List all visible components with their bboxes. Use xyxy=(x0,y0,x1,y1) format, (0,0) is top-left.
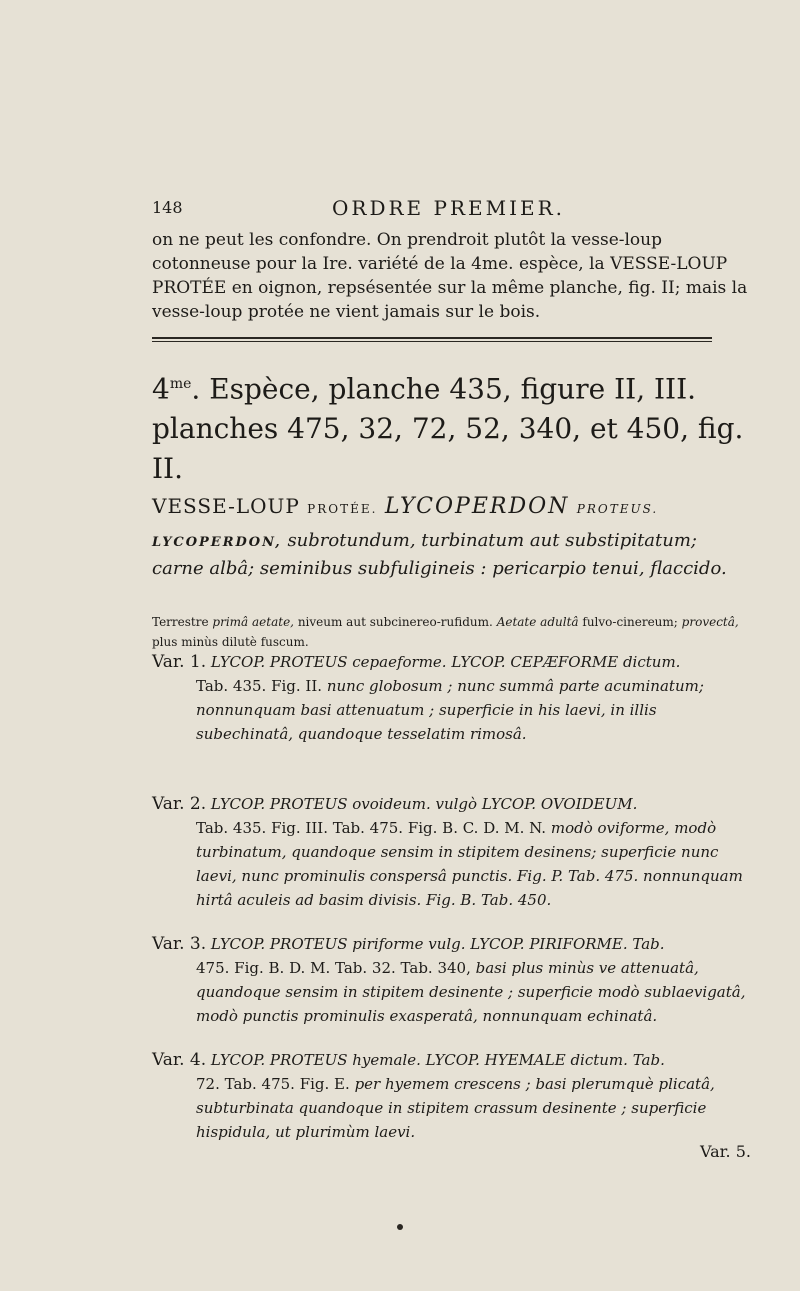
desc-lead-italic: primâ aetate, xyxy=(212,615,294,629)
variety-ref: Tab. 435. Fig. II. xyxy=(196,677,323,695)
variety-entry xyxy=(152,792,752,912)
latin-diagnosis xyxy=(152,528,752,582)
french-epithet: PROTÉE. xyxy=(307,502,378,516)
latin-name: LYCOPERDON xyxy=(384,494,570,519)
intro-paragraph: on ne peut les confondre. On prendroit plutôt la vesse-loup cotonneuse pour la Ire. variété de la 4me. espèce, la VESSE-LOUP PROTÉE en oignon, repsésentée sur la même planche, fig. II; mais la vesse-loup protée ne vient jamais sur le bois. xyxy=(152,230,748,322)
variety-head: LYCOP. PROTEUS hyemale. LYCOP. HYEMALE dictum. Tab. xyxy=(210,1051,665,1069)
variety-ref: 475. Fig. B. D. M. Tab. 32. Tab. 340, xyxy=(196,959,471,977)
variety-label: Var. 1. xyxy=(152,652,207,672)
desc-lead: Terrestre xyxy=(152,615,209,629)
variety-text: basi plus minùs ve attenuatâ, quandoque sensim in stipitem desinente ; superficie modò sublaevigatâ, modò punctis prominulis exasperatâ, nonnunquam echinatâ. xyxy=(196,959,746,1025)
desc-tail-italic: provectâ, xyxy=(681,615,739,629)
section-divider xyxy=(152,337,712,342)
variety-text: modò oviforme, modò turbinatum, quandoque sensim in stipitem desinens; superficie nunc laevi, nunc prominulis conspersâ punctis. Fig. P. Tab. 475. nonnunquam hirtâ aculeis ad basim divisis. Fig. B. Tab. 450. xyxy=(196,819,743,909)
variety-label: Var. 4. xyxy=(152,1050,207,1070)
variety-body xyxy=(152,816,752,912)
variety-text: per hyemem crescens ; basi plerumquè plicatâ, subturbinata quandoque in stipitem crassum desinente ; superficie hispidula, ut plurimùm laevi. xyxy=(196,1075,715,1141)
variety-head: LYCOP. PROTEUS cepaeforme. LYCOP. CEPÆFORME dictum. xyxy=(210,653,681,671)
desc-mid: niveum aut subcinereo-rufidum. xyxy=(297,615,493,629)
species-heading-text: . Espèce, planche 435, figure II, III. planches 475, 32, 72, 52, 340, et 450, fig. II. xyxy=(152,372,744,486)
variety-body xyxy=(152,1072,752,1144)
name-caption xyxy=(152,494,752,519)
latin-epithet: PROTEUS. xyxy=(576,502,659,516)
french-name: VESSE-LOUP xyxy=(152,494,300,518)
species-ordinal: me xyxy=(169,376,192,392)
variety-head: LYCOP. PROTEUS piriforme vulg. LYCOP. PIRIFORME. Tab. xyxy=(210,935,665,953)
desc-mid-italic: Aetate adultâ xyxy=(496,615,579,629)
variety-entry xyxy=(152,1048,752,1144)
variety-body xyxy=(152,956,752,1028)
description xyxy=(152,612,752,652)
variety-entry xyxy=(152,650,752,746)
variety-ref: Tab. 435. Fig. III. Tab. 475. Fig. B. C. D. M. N. xyxy=(196,819,547,837)
desc-tail: plus minùs dilutè fuscum. xyxy=(152,635,309,649)
variety-head: LYCOP. PROTEUS ovoideum. vulgò LYCOP. OVOIDEUM. xyxy=(210,795,638,813)
species-number: 4 xyxy=(152,372,170,406)
variety-body xyxy=(152,674,752,746)
variety-text: nunc globosum ; nunc summâ parte acuminatum; nonnunquam basi attenuatum ; superficie in his laevi, in illis subechinatâ, quandoque tesselatim rimosâ. xyxy=(196,677,704,743)
page-number: 148 xyxy=(152,198,183,217)
diagnosis-genus: LYCOPERDON, xyxy=(152,535,282,550)
variety-ref: 72. Tab. 475. Fig. E. xyxy=(196,1075,350,1093)
page-header xyxy=(152,196,712,226)
species-heading xyxy=(152,364,752,489)
desc-mid2: fulvo-cinereum; xyxy=(582,615,678,629)
running-title: ORDRE PREMIER. xyxy=(332,196,566,220)
variety-label: Var. 2. xyxy=(152,794,207,814)
variety-entry xyxy=(152,932,752,1028)
diagnosis-text: subrotundum, turbinatum aut substipitatum; carne albâ; seminibus subfuligineis : pericarpio tenui, flaccido. xyxy=(152,530,727,579)
variety-label: Var. 3. xyxy=(152,934,207,954)
ink-dot xyxy=(397,1224,403,1230)
catchword: Var. 5. xyxy=(700,1142,751,1161)
